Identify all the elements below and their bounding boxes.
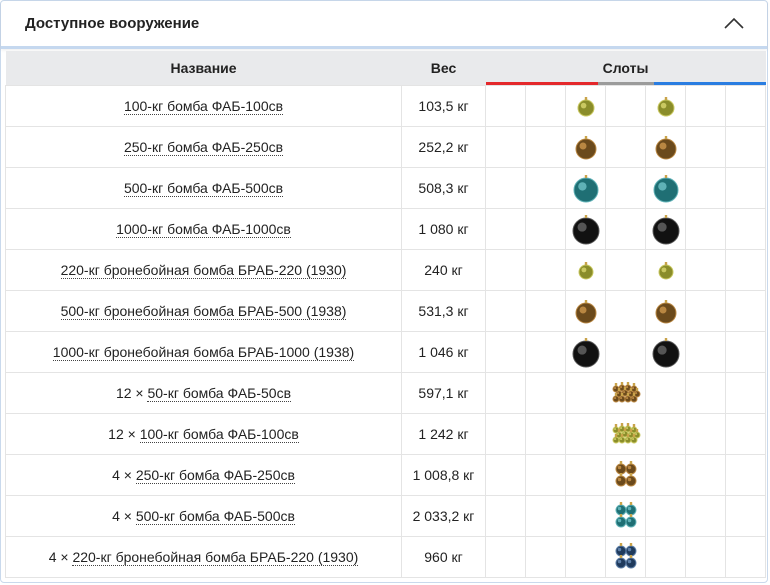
weight-cell: 531,3 кг: [402, 290, 486, 331]
weight-cell: 1 008,8 кг: [402, 454, 486, 495]
slot-cell: [646, 536, 686, 577]
slot-cell: [686, 126, 726, 167]
weapon-link[interactable]: 220-кг бронебойная бомба БРАБ-220 (1930): [60, 261, 347, 278]
slot-cell: [486, 454, 526, 495]
slot-cell: [566, 85, 606, 126]
weapon-name-cell: [6, 372, 402, 413]
slot-cell: [526, 331, 566, 372]
weapon-link[interactable]: 1000-кг бомба ФАБ-1000св: [116, 220, 291, 237]
table-row: [6, 126, 766, 167]
bomb-black-icon: [649, 212, 683, 246]
slot-cell: [646, 331, 686, 372]
slot-cell: [526, 413, 566, 454]
weight-column-header: Вес: [430, 59, 457, 76]
slot-cell: [526, 372, 566, 413]
slot-cell: [566, 454, 606, 495]
weapon-name-cell: [6, 208, 402, 249]
bomb-olive-icon: [654, 94, 678, 118]
slot-cell: [646, 454, 686, 495]
slot-cell: [606, 454, 646, 495]
bomb-teal-icon: [650, 172, 682, 204]
slot-cell: [526, 454, 566, 495]
weapon-link[interactable]: 250-кг бомба ФАБ-250св: [123, 138, 284, 155]
bomb-cluster-12-brown-icon: [610, 381, 642, 405]
slot-cell: [486, 536, 526, 577]
slot-cell: [726, 495, 766, 536]
table-row: [6, 167, 766, 208]
slot-cell: [566, 208, 606, 249]
slot-cell: [606, 331, 646, 372]
slot-cell: [646, 167, 686, 208]
table-header-row: [6, 51, 766, 85]
slot-cell: [526, 290, 566, 331]
slot-cell: [486, 331, 526, 372]
table-row: [6, 85, 766, 126]
quantity-prefix: 4 ×: [48, 548, 73, 565]
weapon-link[interactable]: 500-кг бомба ФАБ-500св: [123, 179, 284, 196]
armament-table: [5, 51, 766, 578]
weight-cell: 1 046 кг: [402, 331, 486, 372]
weapon-name-cell: [6, 249, 402, 290]
weapon-link[interactable]: 100-кг бомба ФАБ-100св: [139, 425, 299, 442]
slot-cell: [726, 536, 766, 577]
slot-cell: [686, 167, 726, 208]
quantity-prefix: 12 ×: [115, 384, 148, 401]
table-body: [6, 85, 766, 577]
bomb-olive-icon: [574, 94, 598, 118]
quantity-prefix: 4 ×: [112, 466, 136, 483]
weapon-name-cell: [6, 495, 402, 536]
weight-cell: 103,5 кг: [402, 85, 486, 126]
quantity-prefix: 4 ×: [112, 507, 136, 524]
weight-cell: 2 033,2 кг: [402, 495, 486, 536]
slot-cell: [526, 536, 566, 577]
bomb-cluster-12-olive-icon: [610, 422, 642, 446]
slot-cell: [646, 249, 686, 290]
bomb-cluster-4-navy-icon: [612, 542, 640, 572]
slot-cell: [686, 249, 726, 290]
weapon-name-cell: [6, 126, 402, 167]
slot-cell: [566, 413, 606, 454]
slot-cell: [726, 208, 766, 249]
slot-cell: [606, 536, 646, 577]
table-row: [6, 331, 766, 372]
slot-cell: [686, 413, 726, 454]
weight-cell: 1 242 кг: [402, 413, 486, 454]
slot-cell: [726, 454, 766, 495]
table-row: [6, 454, 766, 495]
table-row: [6, 495, 766, 536]
slot-cell: [606, 208, 646, 249]
weapon-name-cell: [6, 331, 402, 372]
panel-header[interactable]: [1, 1, 767, 49]
weapon-name-cell: [6, 167, 402, 208]
weight-cell: 252,2 кг: [402, 126, 486, 167]
slot-cell: [566, 290, 606, 331]
slot-cell: [646, 126, 686, 167]
table-row: [6, 249, 766, 290]
weapon-link[interactable]: 250-кг бомба ФАБ-250св: [135, 466, 295, 483]
slot-cell: [646, 372, 686, 413]
slot-cell: [566, 126, 606, 167]
slot-cell: [646, 208, 686, 249]
slot-cell: [606, 85, 646, 126]
slot-cell: [726, 167, 766, 208]
slot-cell: [726, 413, 766, 454]
table-row: [6, 536, 766, 577]
slot-cell: [726, 126, 766, 167]
slot-cell: [686, 495, 726, 536]
slot-cell: [486, 167, 526, 208]
weapon-link[interactable]: 100-кг бомба ФАБ-100св: [123, 97, 284, 114]
weapon-link[interactable]: 1000-кг бронебойная бомба БРАБ-1000 (1938): [52, 343, 355, 360]
weight-cell: 508,3 кг: [402, 167, 486, 208]
weapon-link[interactable]: 500-кг бомба ФАБ-500св: [135, 507, 295, 524]
table-row: [6, 372, 766, 413]
slot-cell: [566, 167, 606, 208]
bomb-teal-icon: [570, 172, 602, 204]
slot-cell: [686, 372, 726, 413]
slot-cell: [606, 413, 646, 454]
ap-bomb-olive-icon: [575, 259, 597, 281]
slot-cell: [646, 495, 686, 536]
slot-cell: [526, 495, 566, 536]
weapon-name-cell: [6, 290, 402, 331]
weapon-link[interactable]: 220-кг бронебойная бомба БРАБ-220 (1930): [72, 548, 359, 565]
ap-bomb-black-icon: [569, 335, 603, 369]
bomb-brown-icon: [572, 133, 600, 161]
ap-bomb-brown-icon: [652, 297, 680, 325]
slot-cell: [526, 249, 566, 290]
slot-cell: [646, 290, 686, 331]
slot-cell: [526, 85, 566, 126]
ap-bomb-black-icon: [649, 335, 683, 369]
table-row: [6, 208, 766, 249]
slot-cell: [526, 126, 566, 167]
slot-cell: [726, 331, 766, 372]
slot-cell: [606, 495, 646, 536]
slot-cell: [486, 249, 526, 290]
slot-cell: [486, 208, 526, 249]
slot-cell: [486, 290, 526, 331]
slot-cell: [686, 208, 726, 249]
slots-column-header: Слоты: [486, 51, 766, 85]
slot-cell: [726, 372, 766, 413]
slot-cell: [486, 126, 526, 167]
slot-cell: [606, 126, 646, 167]
panel-title: Доступное вооружение: [25, 15, 200, 32]
slot-cell: [486, 413, 526, 454]
slot-cell: [686, 331, 726, 372]
weapon-name-cell: [6, 85, 402, 126]
weight-cell: 597,1 кг: [402, 372, 486, 413]
slot-cell: [686, 85, 726, 126]
slot-cell: [526, 208, 566, 249]
weight-cell: 960 кг: [402, 536, 486, 577]
bomb-brown-icon: [652, 133, 680, 161]
slot-cell: [726, 85, 766, 126]
table-row: [6, 290, 766, 331]
slot-cell: [566, 495, 606, 536]
ap-bomb-brown-icon: [572, 297, 600, 325]
slot-cell: [526, 167, 566, 208]
table-row: [6, 413, 766, 454]
slot-cell: [606, 167, 646, 208]
bomb-cluster-4-brown-icon: [612, 460, 640, 490]
weapon-name-cell: [6, 454, 402, 495]
name-column-header: Название: [170, 59, 237, 76]
slot-cell: [606, 372, 646, 413]
slot-cell: [566, 331, 606, 372]
slot-cell: [646, 413, 686, 454]
slot-cell: [686, 454, 726, 495]
slot-cell: [486, 495, 526, 536]
slot-cell: [606, 290, 646, 331]
slot-cell: [686, 536, 726, 577]
slot-cell: [726, 290, 766, 331]
bomb-black-icon: [569, 212, 603, 246]
slot-cell: [646, 85, 686, 126]
slot-cell: [566, 249, 606, 290]
slot-cell: [566, 536, 606, 577]
slot-cell: [606, 249, 646, 290]
bomb-cluster-4-teal-icon: [612, 501, 640, 531]
slot-cell: [686, 290, 726, 331]
weapon-link[interactable]: 500-кг бронебойная бомба БРАБ-500 (1938): [60, 302, 347, 319]
chevron-up-icon[interactable]: [723, 13, 745, 35]
weapon-link[interactable]: 50-кг бомба ФАБ-50св: [147, 384, 292, 401]
weight-cell: 1 080 кг: [402, 208, 486, 249]
quantity-prefix: 12 ×: [108, 425, 140, 442]
ap-bomb-olive-icon: [655, 259, 677, 281]
slot-cell: [566, 372, 606, 413]
slot-cell: [486, 85, 526, 126]
weapon-name-cell: [6, 413, 402, 454]
slot-cell: [726, 249, 766, 290]
slot-cell: [486, 372, 526, 413]
weight-cell: 240 кг: [402, 249, 486, 290]
weapon-name-cell: [6, 536, 402, 577]
